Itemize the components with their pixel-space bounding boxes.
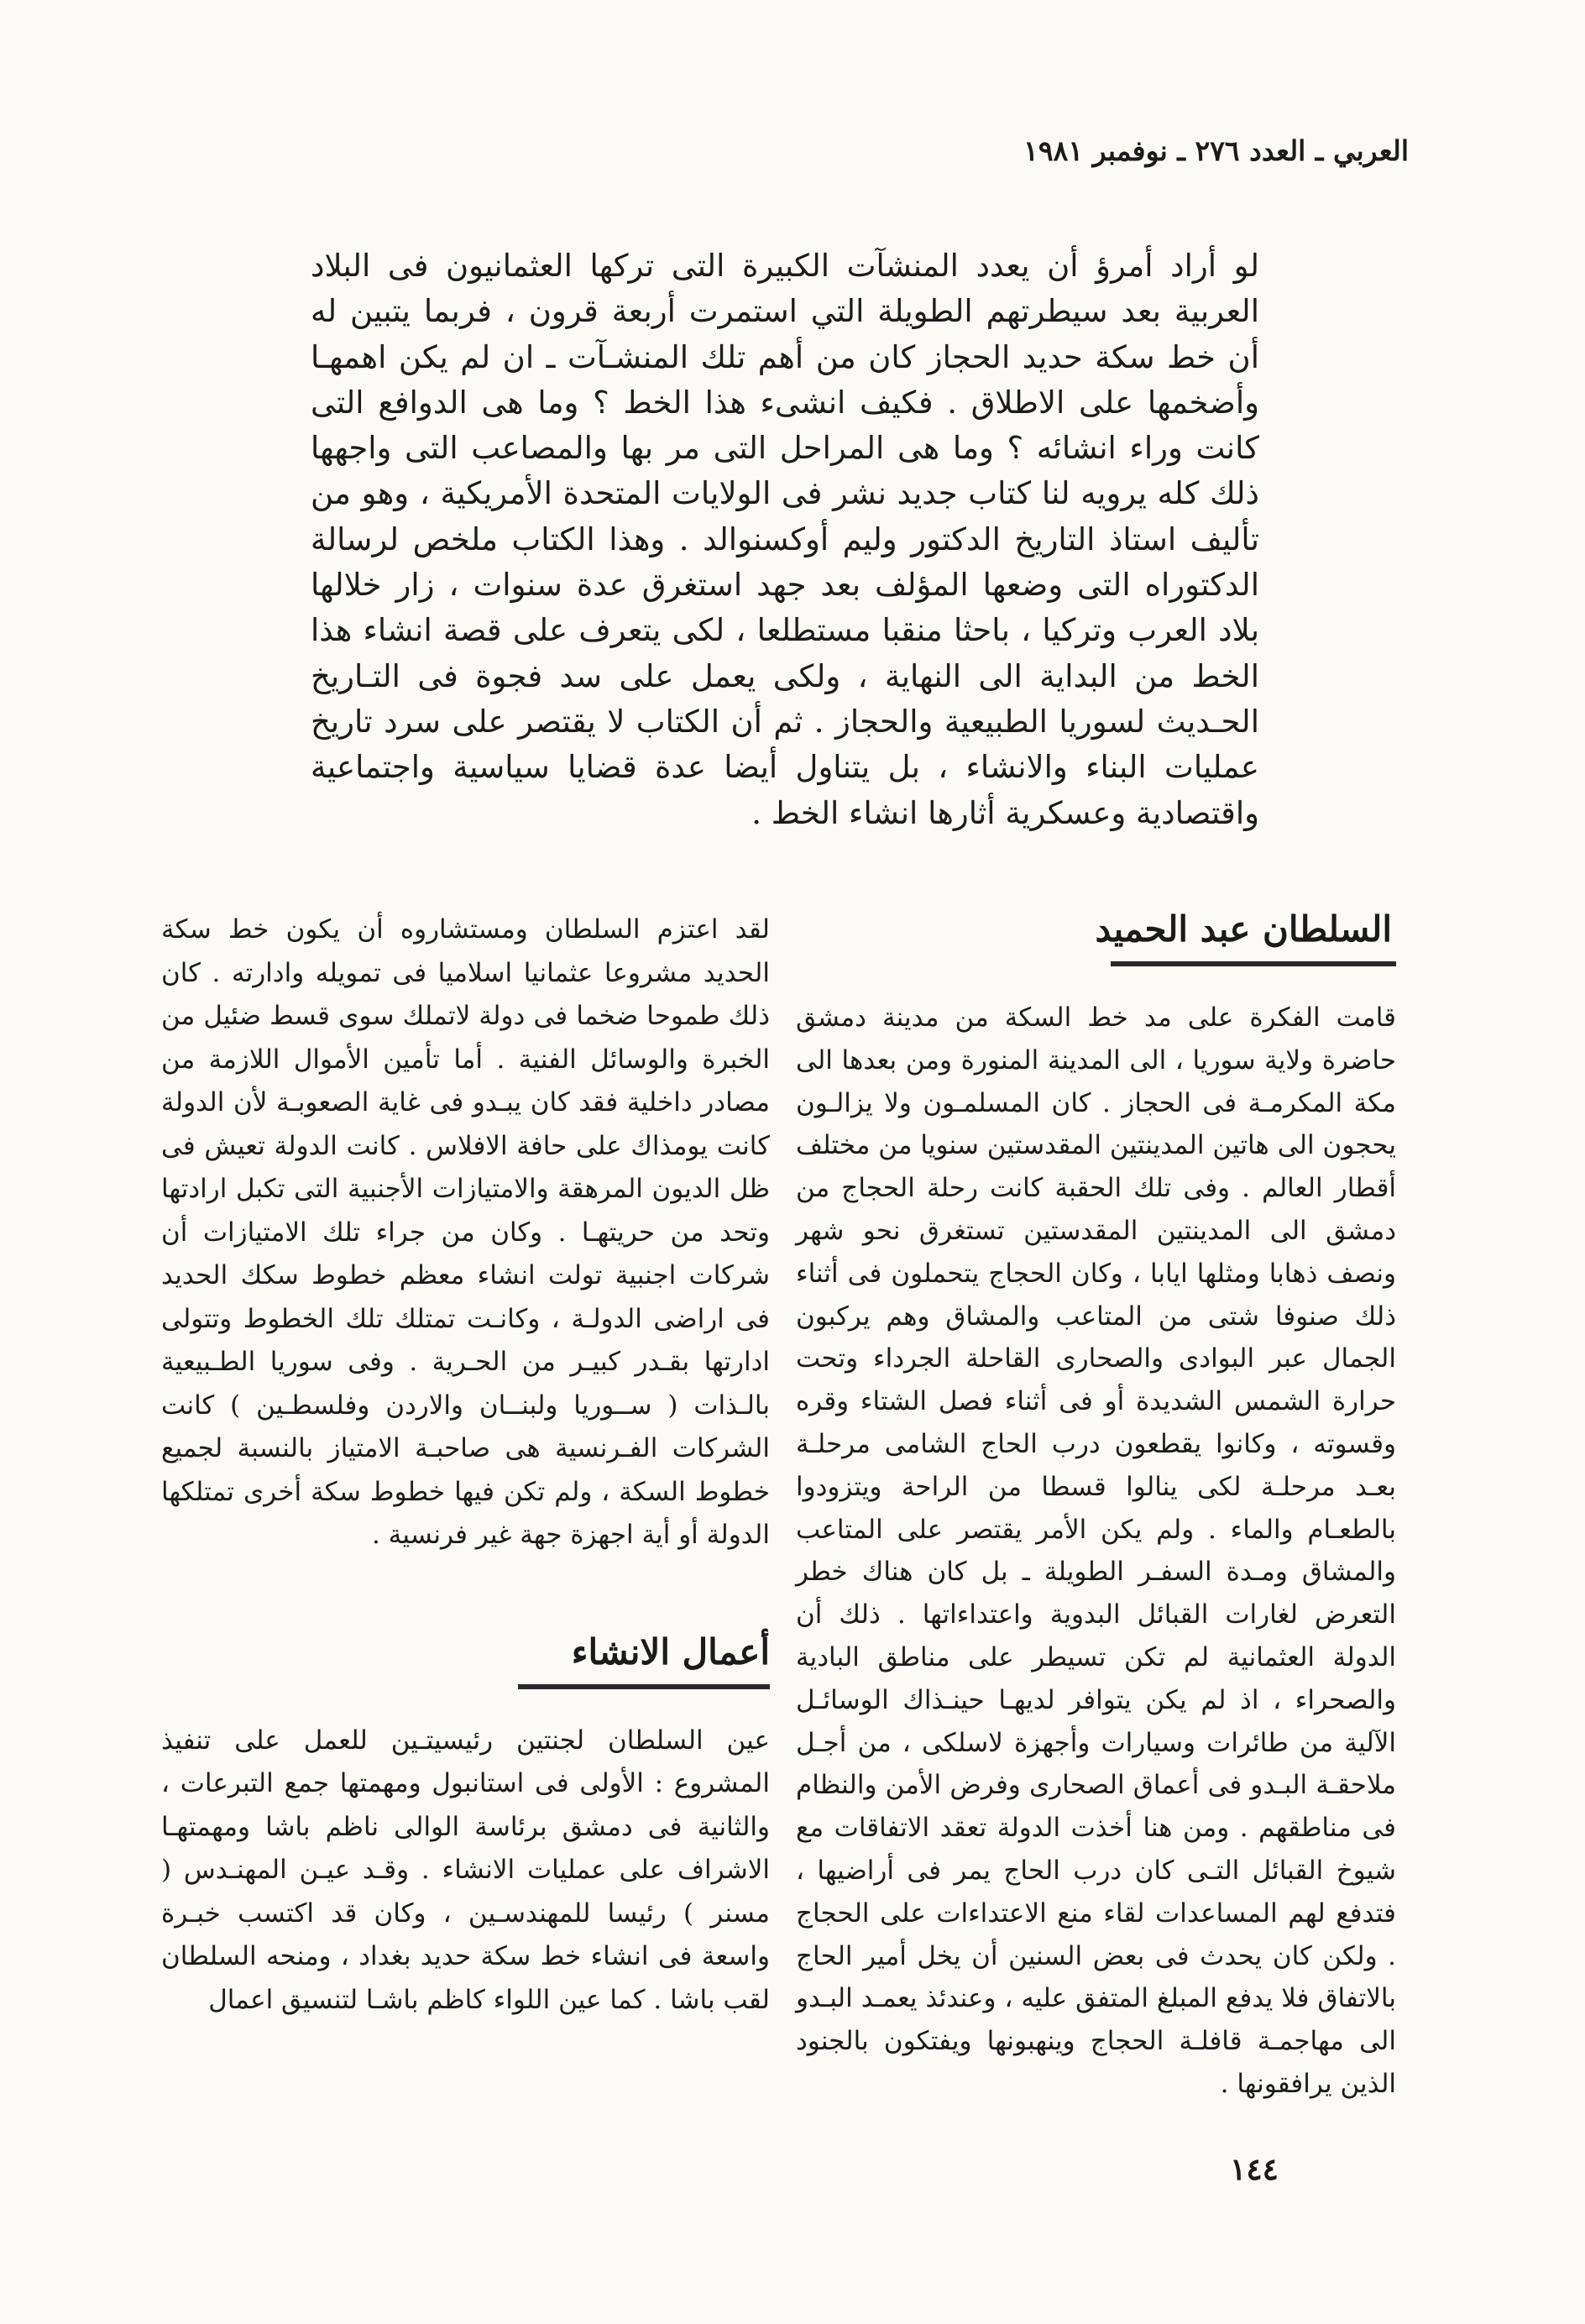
left-column [161, 908, 770, 2022]
sultan-paragraph: قامت الفكرة على مد خط السكة من مدينة دمشق حاضرة ولاية سوريا ، الى المدينة المنورة ومن بعدها الى مكة المكرمـة فى الحجاز . كان المسلمـون ولا يزالـون يحجون الى هاتين المدينتين المقدستين سنويا من مختلف أقطار العالم . وفى تلك الحقبة كانت رحلة الحجاج من دمشق الى المدينتين المقدستين تستغرق نحو شهر ونصف ذهابا ومثلها ايابا ، وكان الحجاج يتحملون فى أثناء ذلك صنوفا شتى من المتاعب والمشاق وهم يركبون الجمال عبر البوادى والصحارى القاحلة الجرداء وتحت حرارة الشمس الشديدة أو فى أثناء فصل الشتاء وقره وقسوته ، وكانوا يقطعون درب الحاج الشامى مرحلـة بعـد مرحلـة لكى ينالوا قسطا من الراحة ويتزودوا بالطعـام والماء . ولم يكن الأمر يقتصر على المتاعب والمشاق ومـدة السفـر الطويلة ـ بل كان هناك خطر التعرض لغارات القبائل البدوية واعتداءاتها . ذلك أن الدولة العثمانية لم تكن تسيطر على مناطق البادية والصحراء ، اذ لم يكن يتوافر لديهـا حينـذاك الوسائـل الآلية من طائرات وسيارات وأجهزة لاسلكى ، من أجـل ملاحقـة البـدو فى أعماق الصحارى وفرض الأمن والنظام فى مناطقهم . ومن هنا أخذت الدولة تعقد الاتفاقات مع شيوخ القبائل التـى كان درب الحاج يمر فى أراضيها ، فتدفع لهم المساعدات لقاء منع الاعتداءات على الحجاج . ولكن كان يحدث فى بعض السنين أن يخل أمير الحاج بالاتفاق فلا يدفع المبلغ المتفق عليه ، وعندئذ يعمـد البـدو الى مهاجمـة قافلـة الحجاج وينهبونها ويفتكون بالجنود الذين يرافقونها . [796, 1002, 1396, 2099]
section-heading-sultan: السلطان عبد الحميد [1095, 908, 1392, 950]
intro-paragraph: لو أراد أمرؤ أن يعدد المنشآت الكبيرة التى تركها العثمانيون فى البلاد العربية بعد سيطرتهم الطويلة التي استمرت أربعة قرون ، فربما يتبين له أن خط سكة حديد الحجاز كان من أهم تلك المنشـآت ـ ان لم يكن اهمهـا وأضخمها على الاطلاق . فكيف انشىء هذا الخط ؟ وما هى الدوافع التى كانت وراء انشائه ؟ وما هى المراحل التى مر بها والمصاعب التى واجهها ذلك كله يرويه لنا كتاب جديد نشر فى الولايات المتحدة الأمريكية ، وهو من تأليف استاذ التاريخ الدكتور وليم أوكسنوالد . وهذا الكتاب ملخص لرسالة الدكتوراه التى وضعها المؤلف بعد جهد استغرق عدة سنوات ، زار خلالها بلاد العرب وتركيا ، باحثا منقبا مستطلعا ، لكى يتعرف على قصة انشاء هذا الخط من البداية الى النهاية ، ولكى يعمل على سد فجوة فى التـاريخ الحـديث لسوريا الطبيعية والحجاز . ثم أن الكتاب لا يقتصر على سرد تاريخ عمليات البناء والانشاء ، بل يتناول أيضا عدة قضايا سياسية واجتماعية واقتصادية وعسكرية أثارها انشاء الخط . [311, 248, 1259, 831]
right-column [796, 908, 1396, 2106]
construction-section [161, 1631, 770, 2023]
running-head: العربي ـ العدد ٢٧٦ ـ نوفمبر ١٩٨١ [1023, 134, 1409, 167]
intro-block [311, 243, 1259, 836]
construction-paragraph: عين السلطان لجنتين رئيسيتـين للعمل على تنفيذ المشروع : الأولى فى استانبول ومهمتها جمع التبرعات ، والثانية فى دمشق برئاسة الوالى ناظم باشا ومهمتهـا الاشراف على عمليات الانشاء . وقـد عيـن المهنـدس ( مسنر ) رئيسا للمهندسـين ، وكان قد اكتسب خبـرة واسعة فى انشاء خط سكة حديد بغداد ، ومنحه السلطان لقب باشا . كما عين اللواء كاظم باشـا لتنسيق اعمال [161, 1725, 770, 2015]
heading-underline [518, 1684, 770, 1689]
page-number: ١٤٤ [1230, 2152, 1279, 2187]
heading-underline [1111, 961, 1396, 966]
funding-paragraph: لقد اعتزم السلطان ومستشاروه أن يكون خط سكة الحديد مشروعا عثمانيا اسلاميا فى تمويله وادارته . كان ذلك طموحا ضخما فى دولة لاتملك سوى قسط ضئيل من الخبرة والوسائل الفنية . أما تأمين الأموال اللازمة من مصادر داخلية فقد كان يبـدو فى غاية الصعوبـة لأن الدولة كانت يومذاك على حافة الافلاس . كانت الدولة تعيش فى ظل الديون المرهقة والامتيازات الأجنبية التى تكبل ارادتها وتحد من حريتهـا . وكان من جراء تلك الامتيازات أن شركات اجنبية تولت انشاء معظم خطوط سكك الحديد فى اراضى الدولـة ، وكانـت تمتلك تلك الخطوط وتتولى ادارتها بقـدر كبيـر من الحـرية . وفى سوريا الطـبيعية بالـذات ( ســوريا ولبنــان والاردن وفلسطـين ) كانت الشركات الفـرنسية هى صاحبـة الامتياز بالنسبة لجميع خطوط السكة ، ولم تكن فيها خطوط سكة أخرى تمتلكها الدولة أو أية اجهزة جهة غير فرنسية . [161, 914, 770, 1550]
section-heading-construction: أعمال الانشاء [571, 1630, 770, 1672]
